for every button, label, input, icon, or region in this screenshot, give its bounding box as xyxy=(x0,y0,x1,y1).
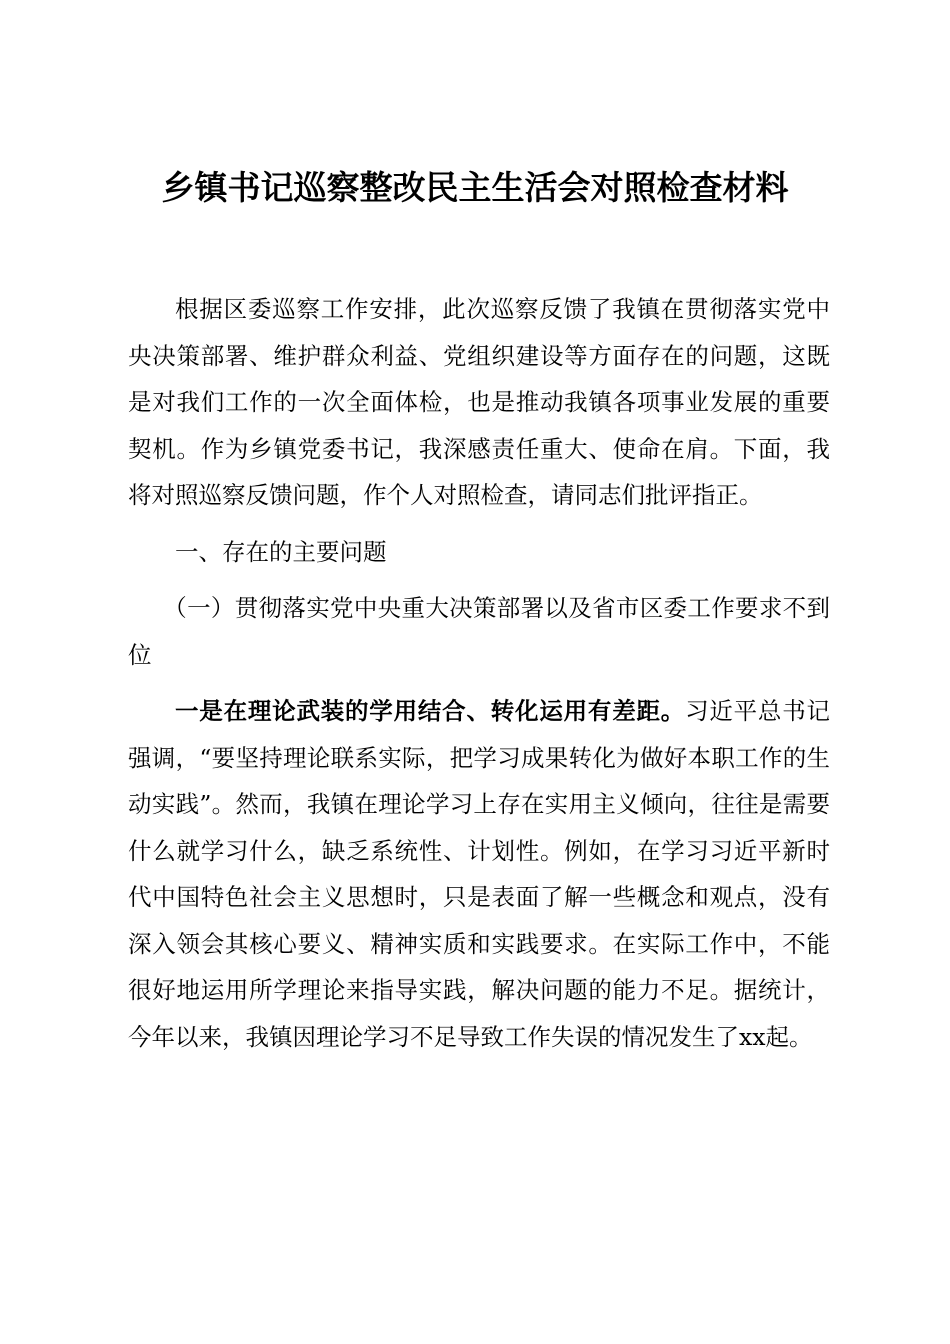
point-lead: 一是在理论武装的学用结合、转化运用有差距。 xyxy=(175,697,686,725)
intro-paragraph: 根据区委巡察工作安排，此次巡察反馈了我镇在贯彻落实党中央决策部署、维护群众利益、党组织建设等方面存在的问题，这既是对我们工作的一次全面体检，也是推动我镇各项事业发展的重要契机。作为乡镇党委书记，我深感责任重大、使命在肩。下面，我将对照巡察反馈问题，作个人对照检查，请同志们批评指正。 xyxy=(128,295,830,509)
subsection-heading: （一）贯彻落实党中央重大决策部署以及省市区委工作要求不到位 xyxy=(128,594,830,669)
document-body xyxy=(128,286,830,1060)
section-heading: 一、存在的主要问题 xyxy=(175,537,387,566)
point-body: 习近平总书记强调，“要坚持理论联系实际，把学习成果转化为做好本职工作的生动实践”。然而，我镇在理论学习上存在实用主义倾向，往往是需要什么就学习什么，缺乏系统性、计划性。例如，在学习习近平新时代中国特色社会主义思想时，只是表面了解一些概念和观点，没有深入领会其核心要义、精神实质和实践要求。在实际工作中，不能很好地运用所学理论来指导实践，解决问题的能力不足。据统计，今年以来，我镇因理论学习不足导致工作失误的情况发生了xx起。 xyxy=(128,697,831,1051)
point-paragraph xyxy=(128,688,830,1060)
document-title: 乡镇书记巡察整改民主生活会对照检查材料 xyxy=(161,168,789,207)
